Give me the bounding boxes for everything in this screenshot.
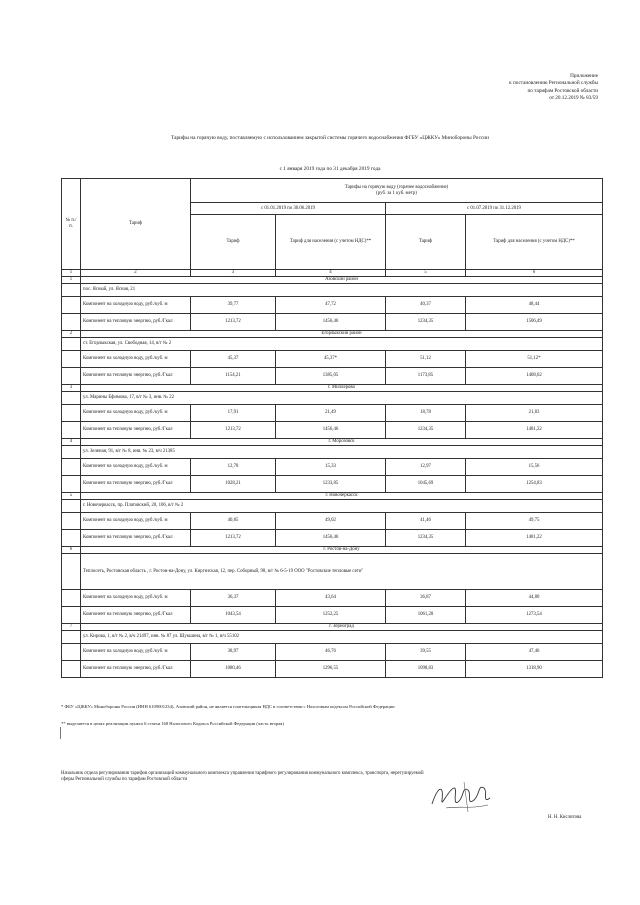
section-address: г. Новочеркасск, пр. Платовский, 20, 106, в/г № 2 [81,500,603,513]
section-address: ул. Зеленая, 91, в/г № 8, инв. № 23, в/ч 21385 [81,446,603,459]
tariff-value: 1252,25 [276,607,386,624]
section-number: 7 [62,624,81,631]
row-label: Компонент на холодную воду, руб./куб. м [81,459,191,476]
section-name: г. Новочеркасск [81,493,603,500]
tariff-value: 49,02 [276,513,386,530]
tariff-value: 36,87 [386,590,466,607]
tariff-value: 36,37 [191,590,276,607]
signatory-line-2: сферы Региональной службы по тарифам Ростовской области [61,777,188,783]
empty-cell [62,530,81,547]
table-row [62,476,603,493]
tariff-value: 12,97 [386,459,466,476]
column-number: 6 [466,270,603,277]
empty-cell [62,607,81,624]
signatory-name: Н. Н. Кислитова [548,815,582,820]
tariff-value: 47,46 [466,644,603,661]
row-label: Компонент на холодную воду, руб./куб. м [81,644,191,661]
table-row [62,607,603,624]
tariff-value: 45,37 [191,351,276,368]
header-group-unit: (руб. за 1 куб. метр) [376,190,417,196]
header-sub-tariff-population: Тариф для населения (с учетом НДС)** [276,215,386,270]
empty-cell [62,513,81,530]
tariff-value: 38,97 [191,644,276,661]
tariff-value: 43,64 [276,590,386,607]
section-address: Теплосеть, Ростовская область , г. Ростов-на-Дону, ул. Киргизская, 12, пер. Соборный, 98, в/г № 6-5-19 ООО "Ростовские тепловые сети" [81,554,603,590]
tariff-value: 21,49 [276,405,386,422]
tariff-value: 1408,62 [466,368,603,385]
section-row [62,331,603,338]
header-tariff: Тариф [81,179,191,270]
empty-cell [62,405,81,422]
footnotes [61,704,602,738]
empty-cell [62,661,81,678]
signatory-position [61,771,602,784]
table-row [62,422,603,439]
empty-cell [62,590,81,607]
section-row [62,493,603,500]
tariff-value: 40,85 [191,513,276,530]
tariff-value: 1481,22 [466,422,603,439]
tariff-value: 1506,49 [466,314,603,331]
table-row [62,368,603,385]
approval-line: по тарифам Ростовской области [527,87,598,94]
tariff-value: 1234,35 [386,314,466,331]
header-group [191,179,603,203]
empty-cell [62,422,81,439]
header-period-2: с 01.07.2019 по 31.12.2019 [386,203,603,215]
section-name: г. Миллерово [81,385,603,392]
tariff-value: 46,76 [276,644,386,661]
tariff-value: 1098,83 [386,661,466,678]
tariff-value: 17,91 [191,405,276,422]
section-number: 4 [62,439,81,446]
row-label: Компонент на тепловую энергию, руб./Гкал [81,661,191,678]
empty-cell [62,284,81,297]
tariff-value: 15,56 [466,459,603,476]
tariff-value: 47,72 [276,297,386,314]
row-label: Компонент на тепловую энергию, руб./Гкал [81,314,191,331]
section-row [62,277,603,284]
approval-line: к постановлению Региональной службы [509,80,598,87]
section-address: ул. Кирова, 1, в/г № 2, в/ч 21497, инв. № 87 ул. Шукшина, в/г № 1, в/ч 55102 [81,631,603,644]
tariff-value: 1456,46 [276,314,386,331]
section-name: г. Морозовск [81,439,603,446]
section-address: пос. Ясный, ул. Ясная, 21 [81,284,603,297]
tariff-value: 1296,55 [276,661,386,678]
tariff-table [61,178,603,678]
tariff-value: 1456,46 [276,530,386,547]
empty-cell [62,644,81,661]
tariff-value: 41,46 [386,513,466,530]
column-number: 2 [81,270,191,277]
tariff-value: 1213,72 [191,422,276,439]
row-label: Компонент на тепловую энергию, руб./Гкал [81,368,191,385]
empty-cell [62,446,81,459]
empty-cell [62,631,81,644]
empty-cell [62,459,81,476]
header-sub-tariff-population-2: Тариф для населения (с учетом НДС)** [466,215,603,270]
row-label: Компонент на холодную воду, руб./куб. м [81,405,191,422]
tariff-value: 1043,54 [191,607,276,624]
table-row [62,297,603,314]
column-number: 3 [191,270,276,277]
table-row [62,590,603,607]
tariff-value: 1061,28 [386,607,466,624]
address-row [62,338,603,351]
empty-cell [62,338,81,351]
row-label: Компонент на холодную воду, руб./куб. м [81,351,191,368]
document-period: с 1 января 2019 года по 31 декабря 2019 года [279,166,381,172]
tariff-value: 1234,35 [386,422,466,439]
tariff-value: 1173,85 [386,368,466,385]
signatory-line-1: Начальник отдела регулирования тарифов организаций коммунального комплекса управления тарифного регулирования коммунального комплекса, транспорта, нерегулируемой [61,771,424,776]
row-label: Компонент на холодную воду, руб./куб. м [81,297,191,314]
empty-cell [62,392,81,405]
empty-cell [62,476,81,493]
tariff-value: 51,12* [466,351,603,368]
section-address: ул. Марины Ефимова, 17, в/г № 3, инв. № 22 [81,392,603,405]
table-row [62,314,603,331]
tariff-value: 15,33 [276,459,386,476]
empty-cell [62,554,81,590]
header-group-title: Тарифы на горячую воду (горячее водоснабжение) [344,184,449,190]
header-period-1: с 01.01.2019 по 30.06.2019 [191,203,386,215]
tariff-value: 44,80 [466,590,603,607]
empty-cell [62,368,81,385]
address-row [62,392,603,405]
empty-cell [62,500,81,513]
column-number-row [62,270,603,277]
tariff-value: 21,83 [466,405,603,422]
tariff-value: 1080,46 [191,661,276,678]
tariff-value: 1234,35 [386,530,466,547]
section-name: Азовский район [81,277,603,284]
section-number: 5 [62,493,81,500]
handwritten-signature [428,778,498,814]
row-label: Компонент на холодную воду, руб./куб. м [81,590,191,607]
table-row [62,351,603,368]
tariff-value: 40,37 [386,297,466,314]
section-name: г. Зерноград [81,624,603,631]
address-row [62,284,603,297]
address-row [62,631,603,644]
row-label: Компонент на тепловую энергию, руб./Гкал [81,607,191,624]
column-number: 1 [62,270,81,277]
tariff-value: 1481,22 [466,530,603,547]
section-row [62,439,603,446]
document-title: Тарифы на горячую воду, поставляемую с использованием закрытой системы горячего водоснабжения ФГБУ «ЦЖКУ» Минобороны России [171,135,489,141]
row-label: Компонент на тепловую энергию, руб./Гкал [81,476,191,493]
table-row [62,405,603,422]
footnote-1: * ФБУ «ЦЖКУ» Минобороны России (ИНН 6109001234), Азовский район, не является плательщиком НДС в соответствии с Налоговым кодексом Российской Федерации [61,704,395,709]
tariff-value: 49,75 [466,513,603,530]
tariff-value: 1273,54 [466,607,603,624]
column-number: 5 [386,270,466,277]
column-number: 4 [276,270,386,277]
row-label: Компонент на холодную воду, руб./куб. м [81,513,191,530]
tariff-value: 1213,72 [191,314,276,331]
tariff-value: 51,12 [386,351,466,368]
section-number: 1 [62,277,81,284]
tariff-value: 1213,72 [191,530,276,547]
tariff-value: 1154,21 [191,368,276,385]
table-row [62,459,603,476]
section-row [62,624,603,631]
tariff-value: 1028,21 [191,476,276,493]
tariff-value: 1233,85 [276,476,386,493]
address-row [62,500,603,513]
address-row [62,554,603,590]
tariff-value: 12,78 [191,459,276,476]
tariff-value: 39,77 [191,297,276,314]
tariff-value: 39,55 [386,644,466,661]
address-row [62,446,603,459]
approval-line: от 20.12.2019 № 83/59 [549,95,598,102]
section-address: ст. Егорлыкская, ул. Свободная, 14, в/г № 2 [81,338,603,351]
approval-block [378,73,598,103]
row-label: Компонент на тепловую энергию, руб./Гкал [81,530,191,547]
section-name: г. Ростов-на-Дону [81,547,603,554]
header-sub-tariff-2: Тариф [386,215,466,270]
section-row [62,385,603,392]
header-num: № п./п. [62,179,81,270]
header-sub-tariff: Тариф [191,215,276,270]
table-row [62,530,603,547]
empty-cell [62,297,81,314]
section-row [62,547,603,554]
empty-cell [62,351,81,368]
section-number: 3 [62,385,81,392]
tariff-value: 1456,46 [276,422,386,439]
section-number: 2 [62,331,81,338]
tariff-value: 45,37* [276,351,386,368]
tariff-value: 18,78 [386,405,466,422]
row-label: Компонент на тепловую энергию, руб./Гкал [81,422,191,439]
section-name: Егорлыкский район [81,331,603,338]
table-row [62,661,603,678]
tariff-value: 1254,83 [466,476,603,493]
table-row [62,644,603,661]
footnote-2: ** выделяется в целях реализации пункта 6 статьи 168 Налогового Кодекса Российской Федерации (часть вторая) [61,721,284,726]
approval-line: Приложение [570,73,598,79]
table-row [62,513,603,530]
tariff-value: 48,44 [466,297,603,314]
margin-mark [60,727,61,739]
tariff-value: 1318,90 [466,661,603,678]
section-number: 6 [62,547,81,554]
tariff-value: 1045,69 [386,476,466,493]
tariff-value: 1385,05 [276,368,386,385]
empty-cell [62,314,81,331]
